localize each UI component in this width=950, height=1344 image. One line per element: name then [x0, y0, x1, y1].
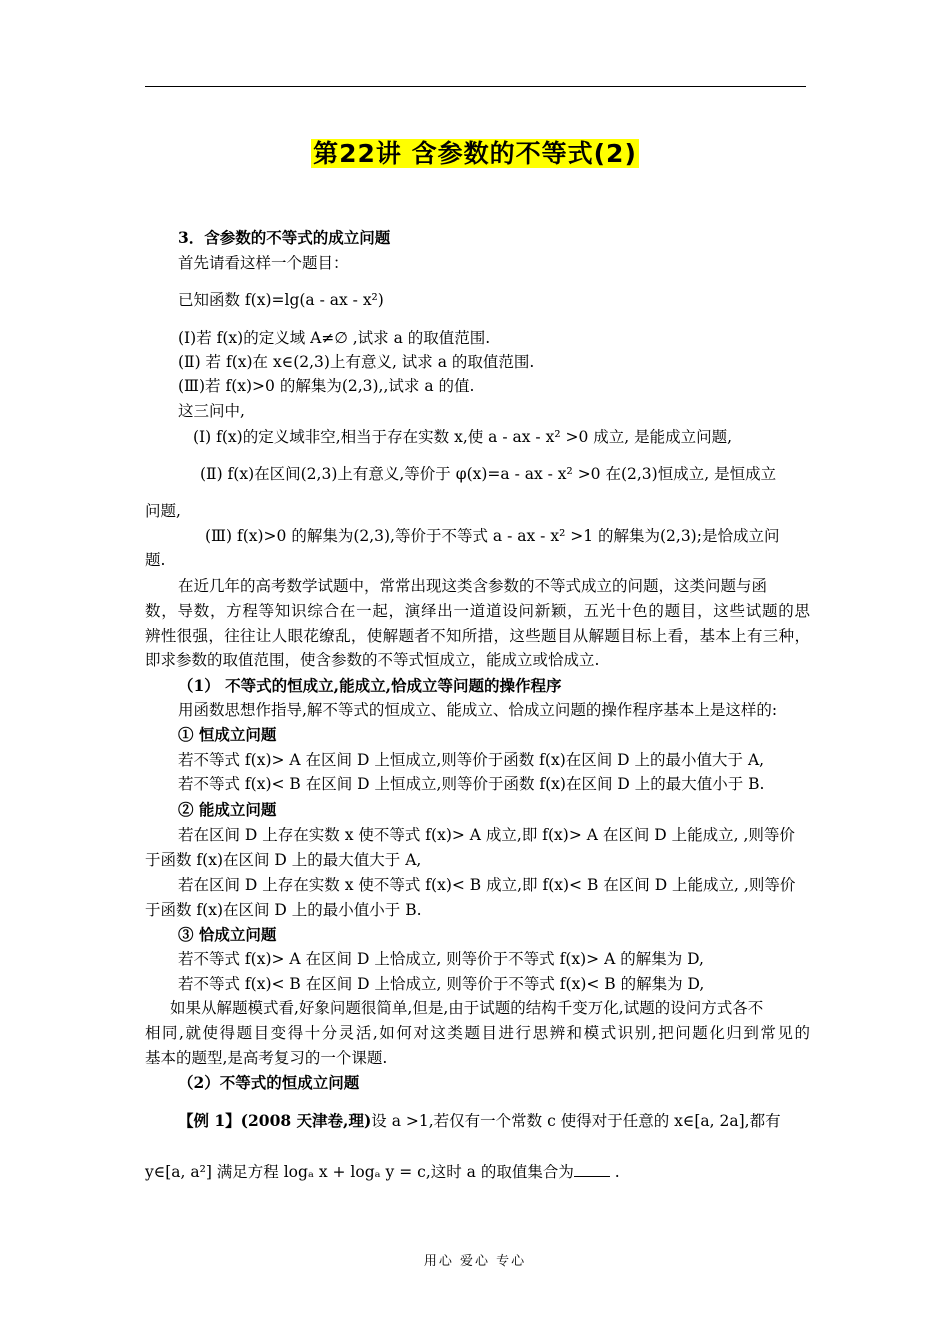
paragraph-line: 若不等式 f(x)> A 在区间 D 上恒成立,则等价于函数 f(x)在区间 D 上的最小值大于 A, [178, 751, 765, 769]
problem-statement: 已知函数 f(x)=lg(a - ax - x²) [178, 291, 384, 309]
paragraph-line: 于函数 f(x)在区间 D 上的最大值大于 A, [145, 851, 422, 869]
example-line-1 [178, 1111, 843, 1131]
item-heading-2: ② 能成立问题 [178, 800, 277, 819]
paragraph-line: 用函数思想作指导,解不等式的恒成立、能成立、恰成立问题的操作程序基本上是这样的: [178, 701, 778, 719]
paragraph-line: 相同,就使得题目变得十分灵活,如何对这类题目进行思辨和模式识别,把问题化归到常见的 [145, 1024, 810, 1042]
analysis-2-cont: 问题, [145, 502, 181, 520]
subsection-heading: （2）不等式的恒成立问题 [178, 1073, 360, 1092]
paragraph-line: 若在区间 D 上存在实数 x 使不等式 f(x)> A 成立,即 f(x)> A 在区间 D 上能成立, ,则等价 [178, 826, 795, 844]
paragraph-line: 若不等式 f(x)< B 在区间 D 上恰成立, 则等价于不等式 f(x)< B 的解集为 D, [178, 975, 705, 993]
paragraph-line: 这三问中, [178, 402, 245, 420]
analysis-3-cont: 题. [145, 551, 166, 569]
analysis-1: (Ⅰ) f(x)的定义域非空,相当于存在实数 x,使 a - ax - x² >0 成立, 是能成立问题, [193, 428, 733, 446]
item-heading-3: ③ 恰成立问题 [178, 925, 277, 944]
example-text: y∈[a, a²] 满足方程 logₐ x + logₐ y = c,这时 a 的取值集合为 [145, 1163, 574, 1181]
question-1: (Ⅰ)若 f(x)的定义域 A≠∅ ,试求 a 的取值范围. [178, 329, 491, 347]
title-text: 第22讲 含参数的不等式(2) [313, 139, 637, 168]
page-footer: 用心 爱心 专心 [423, 1254, 527, 1269]
answer-blank [574, 1162, 610, 1177]
page-title [0, 134, 950, 170]
header-rule [145, 86, 806, 87]
paragraph-line: 即求参数的取值范围，使含参数的不等式恒成立，能成立或恰成立. [145, 651, 600, 669]
example-label: 【例 1】(2008 天津卷,理) [178, 1111, 372, 1130]
section-heading: 3．含参数的不等式的成立问题 [178, 228, 391, 247]
analysis-3: (Ⅲ) f(x)>0 的解集为(2,3),等价于不等式 a - ax - x² >1 的解集为(2,3);是恰成立问 [205, 527, 780, 545]
paragraph-line: 如果从解题模式看,好象问题很简单,但是,由于试题的结构千变万化,试题的设问方式各不 [170, 999, 764, 1017]
paragraph-line: 辨性很强，往往让人眼花缭乱，使解题者不知所措，这些题目从解题目标上看，基本上有三种， [145, 627, 810, 645]
paragraph-line: 若不等式 f(x)< B 在区间 D 上恒成立,则等价于函数 f(x)在区间 D 上的最大值小于 B. [178, 775, 765, 793]
question-2: (Ⅱ) 若 f(x)在 x∈(2,3)上有意义, 试求 a 的取值范围. [178, 353, 535, 371]
paragraph-line: 在近几年的高考数学试题中，常常出现这类含参数的不等式成立的问题，这类问题与函 [178, 577, 768, 595]
paragraph-line: 于函数 f(x)在区间 D 上的最小值小于 B. [145, 901, 422, 919]
question-3: (Ⅲ)若 f(x)>0 的解集为(2,3),,试求 a 的值. [178, 377, 475, 395]
example-text: 设 a >1,若仅有一个常数 c 使得对于任意的 x∈[a, 2a],都有 [371, 1112, 781, 1130]
item-heading-1: ① 恒成立问题 [178, 725, 277, 744]
paragraph-line: 数，导数，方程等知识综合在一起，演绎出一道道设问新颖，五光十色的题目，这些试题的思 [145, 602, 810, 620]
subsection-heading: （1） 不等式的恒成立,能成立,恰成立等问题的操作程序 [178, 676, 562, 695]
paragraph-line: 若在区间 D 上存在实数 x 使不等式 f(x)< B 成立,即 f(x)< B 在区间 D 上能成立, ,则等价 [178, 876, 796, 894]
example-line-2 [145, 1162, 810, 1182]
paragraph-line: 基本的题型,是高考复习的一个课题. [145, 1049, 388, 1067]
example-end: . [609, 1163, 620, 1181]
paragraph-line: 若不等式 f(x)> A 在区间 D 上恰成立, 则等价于不等式 f(x)> A 的解集为 D, [178, 950, 704, 968]
analysis-2: (Ⅱ) f(x)在区间(2,3)上有意义,等价于 φ(x)=a - ax - x² >0 在(2,3)恒成立, 是恒成立 [200, 465, 777, 483]
paragraph-line: 首先请看这样一个题目： [178, 254, 349, 272]
